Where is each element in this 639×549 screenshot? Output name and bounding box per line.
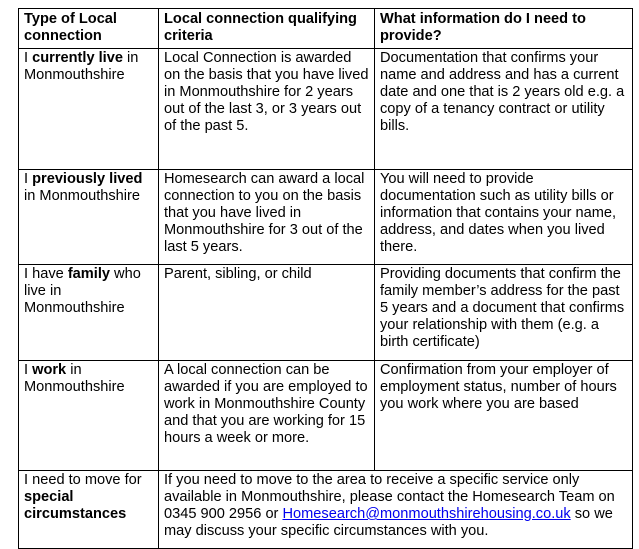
header-criteria: Local connection qualifying criteria — [159, 9, 375, 49]
type-emphasis: family — [67, 266, 110, 282]
table-row-special — [19, 471, 633, 549]
type-text: I need to move for — [24, 472, 142, 488]
type-cell — [19, 49, 159, 170]
table-row — [19, 361, 633, 471]
type-text: in Monmouthshire — [24, 188, 140, 204]
type-cell — [19, 471, 159, 549]
table-row — [19, 49, 633, 170]
type-emphasis: special circumstances — [24, 489, 127, 522]
header-type: Type of Local connection — [19, 9, 159, 49]
criteria-cell: Homesearch can award a local connection to you on the basis that you have lived in Monmouthshire for 3 out of the last 5 years. — [159, 170, 375, 265]
type-cell — [19, 265, 159, 361]
type-text: in Monmouthshire — [24, 362, 125, 395]
type-emphasis: currently live — [32, 50, 123, 66]
criteria-cell: A local connection can be awarded if you are employed to work in Monmouthshire County and that you are working for 15 hours a week or more. — [159, 361, 375, 471]
type-cell — [19, 170, 159, 265]
type-text: in Monmouthshire — [24, 50, 139, 83]
info-cell: Providing documents that confirm the family member’s address for the past 5 years and a document that confirms your relationship with them (e.g. a birth certificate) — [375, 265, 633, 361]
header-info: What information do I need to provide? — [375, 9, 633, 49]
criteria-cell: Local Connection is awarded on the basis that you have lived in Monmouthshire for 2 years out of the last 3, or 3 years out of the past 5. — [159, 49, 375, 170]
criteria-cell: Parent, sibling, or child — [159, 265, 375, 361]
local-connection-table — [18, 8, 633, 549]
table-header-row — [19, 9, 633, 49]
homesearch-email-link[interactable]: Homesearch@monmouthshirehousing.co.uk — [282, 506, 571, 522]
info-cell: Confirmation from your employer of employment status, number of hours you work where you are based — [375, 361, 633, 471]
type-text: I — [24, 50, 33, 66]
table-row — [19, 265, 633, 361]
type-text: I — [24, 171, 33, 187]
type-text: I have — [24, 266, 68, 282]
special-text: If you need to move to the area to receive a specific service only available in Monmouthshire, please contact the Homesearch Team on 0345 900 2956 or — [164, 472, 615, 522]
info-cell: You will need to provide documentation such as utility bills or information that contains your name, address, and dates when you lived there. — [375, 170, 633, 265]
type-emphasis: work — [32, 362, 67, 378]
special-circumstances-cell — [159, 471, 633, 549]
type-cell — [19, 361, 159, 471]
type-emphasis: previously lived — [32, 171, 143, 187]
special-text: so we may discuss your specific circumstances with you. — [164, 506, 613, 539]
table-row — [19, 170, 633, 265]
info-cell: Documentation that confirms your name and address and has a current date and one that is 2 years old e.g. a copy of a tenancy contract or utility bills. — [375, 49, 633, 170]
type-text: I — [24, 362, 33, 378]
type-text: who live in Monmouthshire — [24, 266, 141, 316]
